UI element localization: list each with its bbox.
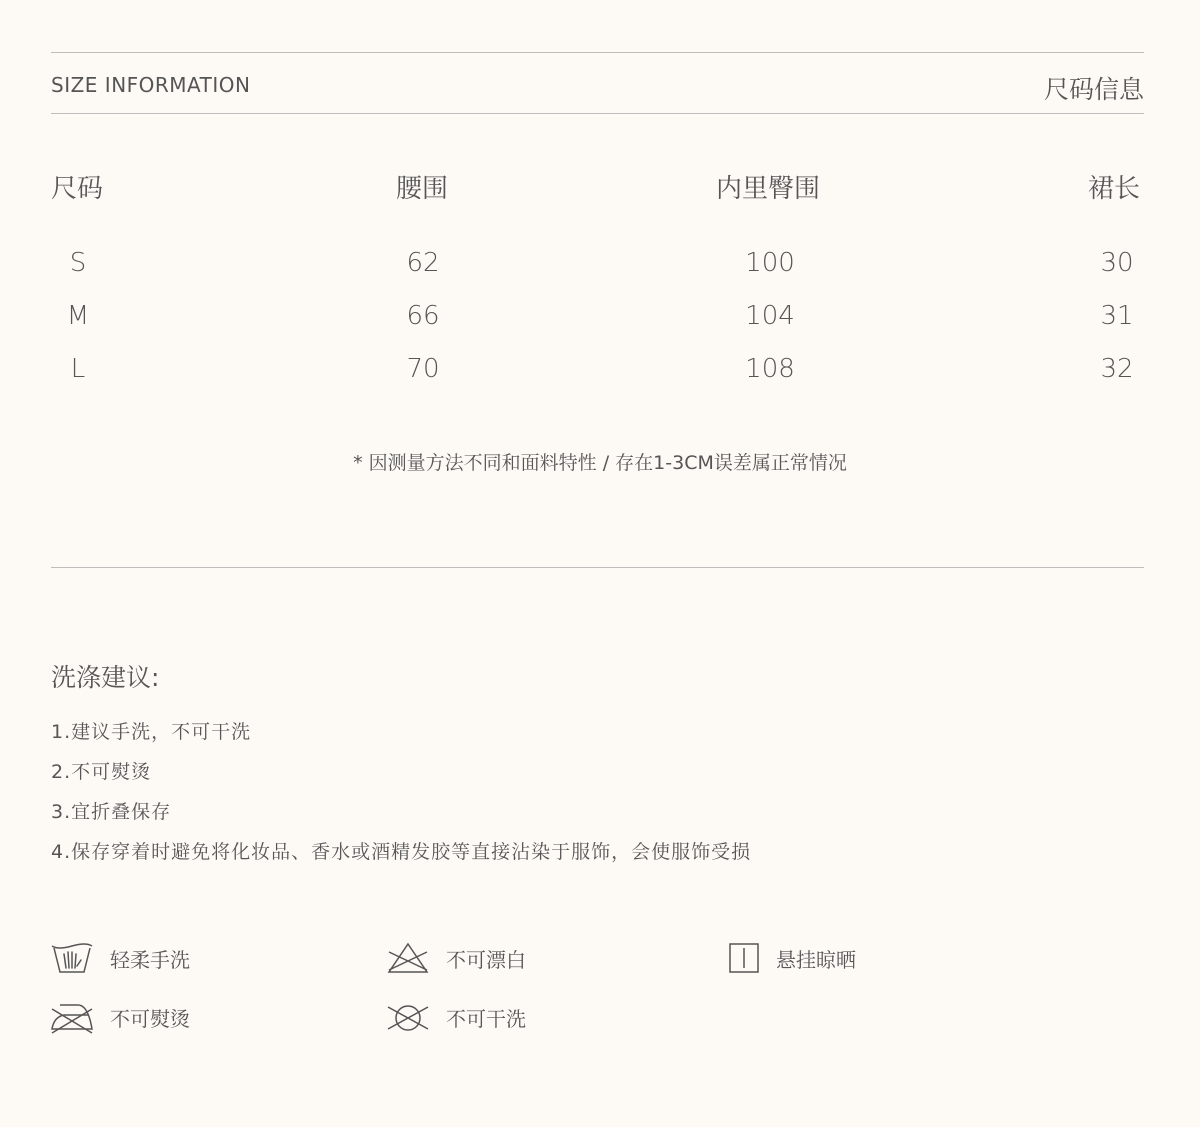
symbol-label: 不可熨烫 xyxy=(110,1006,190,1031)
symbol-label: 不可漂白 xyxy=(446,947,526,972)
header-bottom-rule xyxy=(51,113,1144,114)
no-bleach-icon xyxy=(386,940,430,976)
cell-length: 32 xyxy=(1100,354,1134,384)
symbol-no-bleach xyxy=(386,940,526,976)
column-header-size: 尺码 xyxy=(51,174,104,204)
symbol-label: 悬挂晾晒 xyxy=(776,947,856,972)
cell-size: S xyxy=(69,248,87,278)
cell-size: M xyxy=(66,301,90,331)
cell-length: 30 xyxy=(1100,248,1134,278)
no-iron-icon xyxy=(50,999,94,1035)
symbol-hang-dry xyxy=(728,940,856,976)
symbol-no-dry-clean xyxy=(386,999,526,1035)
hand-wash-icon xyxy=(50,940,94,976)
care-item: 4.保存穿着时避免将化妆品、香水或酒精发胶等直接沾染于服饰，会使服饰受损 xyxy=(51,841,752,863)
symbol-label: 不可干洗 xyxy=(446,1006,526,1031)
section-divider xyxy=(51,567,1144,568)
cell-waist: 62 xyxy=(406,248,440,278)
column-header-hip: 内里臀围 xyxy=(716,174,821,204)
hang-dry-icon xyxy=(728,940,760,976)
care-item: 2.不可熨烫 xyxy=(51,761,152,783)
care-item: 1.建议手洗，不可干洗 xyxy=(51,721,252,743)
cell-size: L xyxy=(70,354,86,384)
cell-waist: 66 xyxy=(406,301,440,331)
cell-length: 31 xyxy=(1100,301,1134,331)
cell-waist: 70 xyxy=(406,354,440,384)
care-title: 洗涤建议: xyxy=(51,663,160,692)
column-header-length: 裙长 xyxy=(1088,174,1141,204)
symbol-label: 轻柔手洗 xyxy=(110,947,190,972)
care-item: 3.宜折叠保存 xyxy=(51,801,172,823)
no-dry-clean-icon xyxy=(386,999,430,1035)
cell-hip: 108 xyxy=(745,354,795,384)
section-title-cn: 尺码信息 xyxy=(1043,75,1144,104)
cell-hip: 104 xyxy=(745,301,795,331)
cell-hip: 100 xyxy=(745,248,795,278)
symbol-no-iron xyxy=(50,999,190,1035)
column-header-waist: 腰围 xyxy=(396,174,449,204)
section-title-en: SIZE INFORMATION xyxy=(51,73,251,97)
symbol-hand-wash xyxy=(50,940,190,976)
measurement-note: * 因测量方法不同和面料特性 / 存在1-3CM误差属正常情况 xyxy=(353,452,847,474)
top-rule xyxy=(51,52,1144,53)
